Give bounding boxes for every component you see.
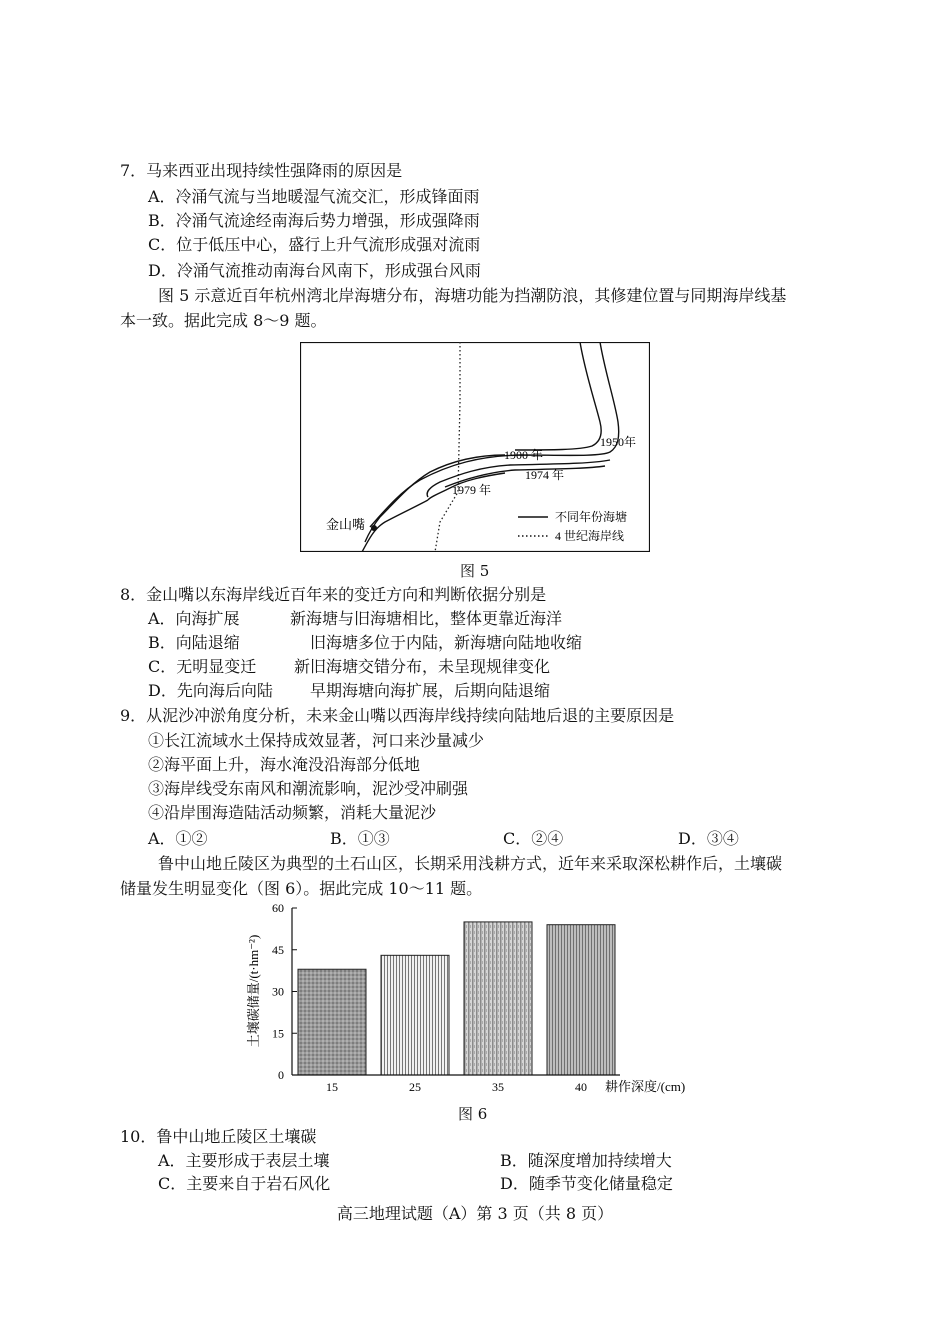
q8-d-label: D．先向海后向陆 [148,681,273,700]
q9-item-2: ②海平面上升，海水淹没沿海部分低地 [148,755,421,774]
q10-option-c: C．主要来自于岩石风化 [158,1174,331,1193]
q8-c-reason: 新旧海塘交错分布，未呈现规律变化 [294,657,551,676]
q8-option-c [148,656,550,678]
label-1900: 1900 年 [504,448,544,462]
q8-b-label: B．向陆退缩 [148,633,240,652]
bar-40 [547,925,615,1075]
q8-b-reason: 旧海塘多位于内陆，新海塘向陆地收缩 [310,633,583,652]
x-axis [292,1075,620,1094]
fig6-intro-line1: 鲁中山地丘陵区为典型的土石山区，长期采用浅耕方式，近年来采取深松耕作后，土壤碳 [158,854,783,873]
y-axis [272,901,297,1082]
q8-a-label: A．向海扩展 [148,609,240,628]
label-jinshanzui: 金山嘴 [326,517,366,532]
y-tick-label: 0 [278,1068,284,1082]
x-axis-label: 耕作深度/(cm) [605,1079,686,1094]
q8-c-label: C．无明显变迁 [148,657,257,676]
label-1979: 1979 年 [452,483,492,497]
page-footer: 高三地理试题（A）第 3 页（共 8 页） [336,1204,614,1223]
legend-solid-text: 不同年份海塘 [555,510,628,524]
y-tick-label: 30 [272,984,284,999]
fig6-caption: 图 6 [458,1105,488,1123]
q8-option-b [148,632,582,654]
fig6-intro-line2: 储量发生明显变化（图 6）。据此完成 10～11 题。 [120,879,483,898]
q8-a-reason: 新海塘与旧海塘相比，整体更靠近海洋 [290,609,563,628]
fig5-intro-line2: 本一致。据此完成 8～9 题。 [120,311,327,330]
y-tick-label: 15 [272,1026,284,1041]
q10-stem: 10．鲁中山地丘陵区土壤碳 [120,1127,317,1146]
figure-6-bar-chart [240,898,710,1098]
q10-option-d: D．随季节变化储量稳定 [500,1174,673,1193]
figure-5-map [300,342,650,552]
q9-item-3: ③海岸线受东南风和潮流影响，泥沙受冲刷强 [148,779,469,798]
q9-option-a: A．①② [148,829,208,848]
fig5-intro-line1: 图 5 示意近百年杭州湾北岸海塘分布，海塘功能为挡潮防浪，其修建位置与同期海岸线基 [158,286,787,305]
q9-option-b: B．①③ [330,829,390,848]
q7-option-a: A．冷涌气流与当地暖湿气流交汇，形成锋面雨 [148,187,480,206]
q10-option-b: B．随深度增加持续增大 [500,1151,672,1170]
bars [298,922,615,1075]
q8-stem: 8．金山嘴以东海岸线近百年来的变迁方向和判断依据分别是 [120,585,547,604]
y-axis-label: 土壤碳储量/(t·hm⁻²) [246,934,261,1048]
q7-option-d: D．冷涌气流推动南海台风南下，形成强台风雨 [148,261,481,280]
bar-25 [381,955,449,1075]
label-1974: 1974 年 [525,468,565,482]
q9-option-d: D．③④ [678,829,739,848]
q10-option-a: A．主要形成于表层土壤 [158,1151,330,1170]
jinshanzui-point [371,525,377,531]
y-tick-label: 45 [272,942,284,957]
x-tick-label-40: 40 [575,1080,587,1094]
q7-option-c: C．位于低压中心，盛行上升气流形成强对流雨 [148,235,481,254]
legend-dotted-text: 4 世纪海岸线 [555,529,625,543]
q8-option-a [148,608,562,630]
q9-option-c: C．②④ [503,829,564,848]
y-tick-label: 60 [272,901,284,915]
bar-15 [298,969,366,1075]
q9-item-4: ④沿岸围海造陆活动频繁，消耗大量泥沙 [148,803,437,822]
x-tick-label-15: 15 [326,1080,338,1094]
fig5-caption: 图 5 [460,562,490,580]
x-tick-label-25: 25 [409,1080,421,1094]
q8-option-d [148,680,550,702]
q7-stem: 7．马来西亚出现持续性强降雨的原因是 [120,161,403,180]
label-1950: 1950年 [600,435,637,449]
bar-35 [464,922,532,1075]
q9-stem: 9．从泥沙冲淤角度分析，未来金山嘴以西海岸线持续向陆地后退的主要原因是 [120,706,675,725]
q8-d-reason: 早期海塘向海扩展，后期向陆退缩 [310,681,551,700]
q9-item-1: ①长江流域水土保持成效显著，河口来沙量减少 [148,731,485,750]
x-tick-label-35: 35 [492,1080,504,1094]
q7-option-b: B．冷涌气流途经南海后势力增强，形成强降雨 [148,211,480,230]
